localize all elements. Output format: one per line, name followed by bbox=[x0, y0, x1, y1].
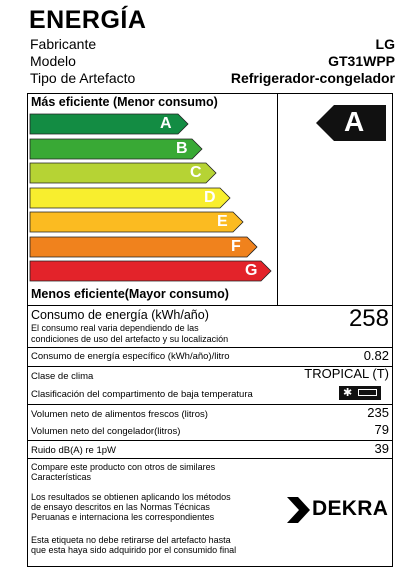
label-title: ENERGÍA bbox=[29, 6, 147, 34]
manufacturer-value: LG bbox=[375, 36, 395, 52]
star-icon: ✱ bbox=[343, 387, 353, 399]
manufacturer-label: Fabricante bbox=[30, 36, 97, 52]
energy-class-c-letter: C bbox=[190, 164, 202, 181]
energy-class-b-letter: B bbox=[176, 140, 188, 157]
energy-class-c-arrow bbox=[30, 163, 216, 183]
most-efficient-label: Más eficiente (Menor consumo) bbox=[31, 95, 218, 109]
consumption-label: Consumo de energía (kWh/año) bbox=[31, 308, 209, 322]
appliance-type-label: Tipo de Artefacto bbox=[30, 70, 136, 86]
climate-class-label: Clase de clima bbox=[31, 371, 94, 382]
appliance-type-value: Refrigerador-congelador bbox=[230, 70, 395, 86]
divider bbox=[27, 458, 393, 459]
divider bbox=[27, 404, 393, 405]
energy-class-d-arrow bbox=[30, 188, 230, 208]
low-temp-class-label: Clasificación del compartimento de baja temperatura bbox=[31, 389, 253, 400]
climate-class-value: TROPICAL (T) bbox=[304, 366, 389, 381]
energy-class-a-letter: A bbox=[160, 115, 172, 132]
noise-value: 39 bbox=[374, 441, 389, 456]
freezer-volume-value: 79 bbox=[374, 422, 389, 437]
consumption-note-line2: condiciones de uso del artefacto y su localización bbox=[31, 334, 229, 344]
specific-consumption-label: Consumo de energía específico (kWh/año)/litro bbox=[31, 351, 230, 362]
rating-letter: A bbox=[344, 106, 365, 137]
energy-class-g-arrow bbox=[30, 261, 271, 281]
dekra-chevron-icon bbox=[287, 497, 311, 523]
compare-line2: Características bbox=[31, 472, 92, 482]
specific-consumption-value: 0.82 bbox=[363, 348, 389, 363]
model-value: GT31WPP bbox=[328, 53, 395, 69]
freezer-rating-badge bbox=[339, 386, 381, 400]
results-line3: Peruanas e internaciona les correspondientes bbox=[31, 512, 215, 522]
consumption-value: 258 bbox=[348, 305, 389, 332]
energy-class-e-arrow bbox=[30, 212, 243, 232]
compare-line1: Compare este producto con otros de similares bbox=[31, 462, 216, 472]
results-line1: Los resultados se obtienen aplicando los métodos bbox=[31, 492, 231, 502]
energy-class-f-arrow bbox=[30, 237, 257, 257]
freezer-volume-label: Volumen neto del congelador(litros) bbox=[31, 426, 181, 437]
noise-label: Ruido dB(A) re 1pW bbox=[31, 445, 117, 456]
fresh-volume-value: 235 bbox=[367, 405, 389, 420]
energy-class-d-letter: D bbox=[204, 189, 216, 206]
energy-class-f-letter: F bbox=[231, 238, 241, 255]
notice-line2: que esta haya sido adquirido por el consumido final bbox=[31, 545, 237, 555]
compartment-icon bbox=[358, 389, 377, 396]
model-label: Modelo bbox=[30, 53, 76, 69]
fresh-volume-label: Volumen neto de alimentos frescos (litros) bbox=[31, 409, 208, 420]
dekra-logo-text: DEKRA bbox=[312, 497, 389, 520]
divider bbox=[27, 440, 393, 441]
results-line2: de ensayo descritos en las Normas Técnicas bbox=[31, 502, 210, 512]
divider bbox=[27, 305, 393, 306]
notice-line1: Esta etiqueta no debe retirarse del artefacto hasta bbox=[31, 535, 231, 545]
least-efficient-label: Menos eficiente(Mayor consumo) bbox=[31, 287, 229, 301]
divider bbox=[27, 347, 393, 348]
energy-class-e-letter: E bbox=[217, 213, 228, 230]
consumption-note-line1: El consumo real varia dependiendo de las bbox=[31, 323, 199, 333]
energy-class-g-letter: G bbox=[245, 262, 258, 279]
